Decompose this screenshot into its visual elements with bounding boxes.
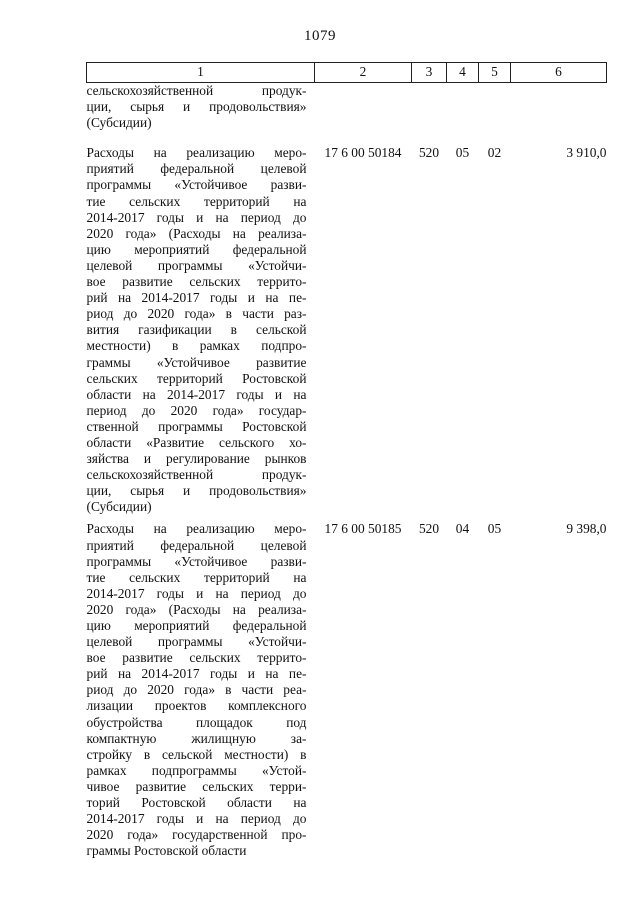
- description-line: тие сельских территорий на: [86, 569, 307, 585]
- column-header-description: 1: [87, 63, 315, 83]
- row-subsection: 02: [487, 145, 502, 161]
- description-line: обустройства площадок под: [86, 714, 307, 730]
- row-target-code: 17 6 00 50184: [324, 145, 402, 161]
- row-description: [87, 521, 315, 865]
- description-line: (Субсидии): [86, 115, 152, 131]
- description-line: Расходы на реализацию меро-: [86, 145, 307, 161]
- description-line: граммы Ростовской области: [86, 843, 247, 859]
- description-line: Расходы на реализацию меро-: [86, 521, 307, 537]
- row-expense-type: 520: [418, 145, 440, 161]
- row-section: [447, 83, 479, 146]
- description-line: рий на 2014-2017 годы и на пе-: [86, 290, 307, 306]
- description-line: лизации проектов комплексного: [86, 698, 307, 714]
- row-target-code: [315, 83, 412, 146]
- description-line: рамках подпрограммы «Устой-: [86, 762, 307, 778]
- description-line: целевой программы «Устойчи-: [86, 257, 307, 273]
- description-line: 2020 года» (Расходы на реализа-: [86, 225, 307, 241]
- table-header: [87, 63, 607, 83]
- description-line: сельскохозяйственной продук-: [86, 83, 307, 98]
- description-line: цию мероприятий федеральной: [86, 618, 307, 633]
- description-line: приятий федеральной целевой: [86, 537, 307, 553]
- column-header-pr: 5: [479, 63, 511, 83]
- description-line: ции, сырья и продовольствия»: [86, 99, 307, 115]
- description-line: рий на 2014-2017 годы и на пе-: [86, 666, 307, 682]
- row-description: [87, 83, 315, 146]
- description-line: приятий федеральной целевой: [86, 161, 307, 177]
- description-line: 2014-2017 годы и на период до: [86, 209, 307, 225]
- row-subsection: [479, 83, 511, 146]
- description-line: зяйства и регулирование рынков: [86, 451, 307, 467]
- description-line: вития газификации в сельской: [86, 322, 307, 338]
- description-line: ственной программы Ростовской: [86, 418, 307, 434]
- header-row: [87, 63, 607, 83]
- row-target-code: 17 6 00 50185: [324, 521, 402, 537]
- description-line: период до 2020 года» государ-: [86, 402, 307, 418]
- description-line: стройку в сельской местности) в: [86, 746, 307, 762]
- row-subsection: 05: [487, 521, 502, 537]
- description-line: целевой программы «Устойчи-: [86, 634, 307, 650]
- description-line: сельских территорий Ростовской: [86, 370, 307, 386]
- description-line: 2020 года» государственной про-: [86, 827, 307, 843]
- description-line: риод до 2020 года» в части раз-: [86, 306, 307, 322]
- description-line: сельскохозяйственной продук-: [86, 467, 307, 483]
- description-line: чивое развитие сельских терри-: [86, 778, 307, 794]
- description-line: области на 2014-2017 годы и на: [86, 386, 307, 402]
- table-row: [87, 83, 607, 146]
- row-amount: [511, 83, 607, 146]
- column-header-code: 2: [315, 63, 412, 83]
- row-section: 04: [455, 521, 470, 537]
- description-line: области «Развитие сельского хо-: [86, 434, 307, 450]
- page-number: 1079: [304, 28, 336, 44]
- description-line: (Субсидии): [86, 499, 152, 515]
- row-description: [87, 145, 315, 521]
- table-body: [87, 83, 607, 866]
- description-line: вое развитие сельских террито-: [86, 650, 307, 666]
- description-line: 2014-2017 годы и на период до: [86, 585, 307, 601]
- description-line: граммы «Устойчивое развитие: [86, 354, 307, 370]
- budget-table: [86, 62, 607, 865]
- description-line: программы «Устойчивое разви-: [86, 553, 307, 569]
- description-line: торий Ростовской области на: [86, 795, 307, 811]
- row-section: 05: [455, 145, 470, 161]
- column-header-amount: 6: [511, 63, 607, 83]
- column-header-rz: 4: [447, 63, 479, 83]
- description-line: 2014-2017 годы и на период до: [86, 811, 307, 827]
- description-line: программы «Устойчивое разви-: [86, 177, 307, 193]
- table-row: [87, 145, 607, 521]
- description-line: 2020 года» (Расходы на реализа-: [86, 601, 307, 617]
- row-amount: 3 910,0: [566, 145, 607, 161]
- row-expense-type: [412, 83, 447, 146]
- table-row: [87, 521, 607, 865]
- description-line: риод до 2020 года» в части реа-: [86, 682, 307, 698]
- description-line: компактную жилищную за-: [86, 730, 307, 746]
- row-amount: 9 398,0: [566, 521, 607, 537]
- description-line: ции, сырья и продовольствия»: [86, 483, 307, 499]
- column-header-vr: 3: [412, 63, 447, 83]
- description-line: тие сельских территорий на: [86, 193, 307, 209]
- row-expense-type: 520: [418, 521, 440, 537]
- description-line: вое развитие сельских террито-: [86, 274, 307, 290]
- description-line: цию мероприятий федеральной: [86, 241, 307, 257]
- description-line: местности) в рамках подпро-: [86, 338, 307, 354]
